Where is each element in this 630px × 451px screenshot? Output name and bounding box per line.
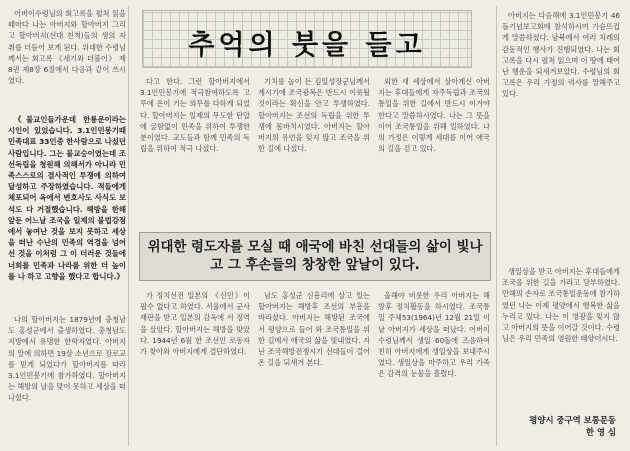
paragraph: 어버이수령님의 회고록을 펼쳐 읽을 때마다 나는 아버지와 할아버지 그리고 할아버지(선대 친척)들의 생의 자취를 더듬어 보게 된다. 위대한 수령님께서는 회고록 《세기와 더불어》 제8권 제8장 6절에서 다음과 같이 쓰시였다. — [8, 9, 126, 86]
author-affiliation: 평양시 중구역 보통문동 — [529, 415, 616, 425]
column-3-top — [258, 76, 370, 226]
paragraph: 올해야 비롯한 우리 아버지는 해방후 정치활동을 하시였다. 조국통일 주체53(1964)년 12월 21일 이 날 아버지가 세상을 떠났다. 어버이수령님께서 생일 60돌에 즈음하여 친히 아버지에게 생일상을 보내주시였다. 생일상을 마주하고 우리 가족은 감격의 눈물을 흘렸다. — [378, 291, 490, 379]
column-2-bottom — [140, 290, 250, 444]
article-title-box — [142, 10, 472, 68]
paragraph: 가 정치선전 일본의 《신민》이 필수 없다고 하였다. 서울에서 군사재판을 받고 일본의 감옥에 서 징역을 살았다. 할아버지는 해방을 맞았다. 1944년 6월 한 조선인 로동자가 찾아와 아버지에게 결단하였다. — [140, 291, 250, 357]
paragraph: 남도 홍성군 신흥리에 살고 있는 할아버지는 해방후 조선의 부흥을 바라셨다. 아버지는 해방된 조국에서 평양으로 들어 와 조국통일을 위한 길에서 애국의 삶을 빛내였다. 지난 조국해방전쟁시기 선대들이 걸어온 길을 되새겨 본다. — [258, 291, 370, 368]
author-name: 한 영 심 — [585, 427, 616, 437]
column-1-top — [8, 8, 126, 110]
column-2-top — [140, 76, 250, 226]
column-divider — [496, 6, 497, 446]
column-3-bottom — [258, 290, 370, 444]
column-5-top — [502, 10, 620, 260]
headline-box — [139, 232, 491, 281]
column-5-bottom — [502, 266, 620, 410]
paragraph: 다고 한다. 그런 할아버지에서 3.1인민봉기에 적극참여하도록 고무에 온이 기는 의무를 다하게 되었다. 할아버지는 일제의 무도한 탄압에 굴함없이 민족을 위하여 투쟁한 분이였다. 교도들과 함께 민족의 독립을 위하여 적극 나섰다. — [140, 77, 250, 154]
paragraph: 나의 할아버지는 1879년에 충청남도 홍성군에서 출생하였다. 충청남도 지방에서 유명한 한학자였다. 아버지의 말에 의하면 19살 소년으로 장로교를 믿게 되었다가 할아버지를 따라 3.1인민봉기에 참가하였다. 할아버지는 해방의 날을 맞이 못하고 세상을 떠나셨다. — [8, 315, 126, 403]
quote-block — [8, 114, 126, 310]
author-byline — [529, 414, 616, 438]
paragraph: 아버지는 다음해에 3.1인민봉기 46돌기념보고회에 참석하시여 가슴뜨겁게 말씀하셨다. 남북에서 여러 차례의 감동적인 행사가 진행되였다. 나는 회고록을 다시 펼쳐 읽으며 이 땅에 태여난 행운을 되새겨보았다. 수령님의 회고록은 우리 가정의 력사를 말해주고 있다. — [502, 11, 620, 99]
paragraph: 외한 새 세상에서 살아계신 아버지는 후대들에게 자주독립과 조국의 통일을 위한 길에서 반드시 이겨야 한다고 말씀하시였다. 나는 그 뜻을 이어 조국통일을 위해 일하였다. 나의 가정은 이렇게 세대를 이어 애국의 길을 걷고 있다. — [378, 77, 490, 154]
paragraph: 생일상을 받고 아버지는 후대들에게 조국을 위한 길을 가라고 당부하였다. 만해의 손자로 조국통일운동에 참가하였던 나는 이제 평양에서 행복한 삶을 누리고 있다. 나는 이 영광을 잊지 않고 아버지의 뜻을 이어갈 것이다. 수령님은 우리 민족의 영원한 태양이시다. — [502, 267, 620, 344]
headline: 위대한 령도자를 모실 때 애국에 바친 선대들의 삶이 빛나고 그 후손들의 창창한 앞날이 있다. — [147, 240, 483, 273]
column-4-bottom — [378, 290, 490, 444]
article-title: 추억의 붓을 들고 — [188, 30, 426, 61]
column-1-bottom — [8, 314, 126, 444]
quote-text: 《불교인들가운데 한룡운이라는 시인이 있었습니다. 3.1인민봉기때 민족대표 33인중 한사람으로 나섰던 사람입니다. 그는 불교승이였는데 조선독립을 청원해 의해서가 아니라 민족스스로의 결사적인 투쟁에 의하여 달성하고 주장하였습니다. 적들에게 체포되어 옥에서 변호사도 사식도 보석도 다 거절했습니다. 해방을 한해앞둔 어느날 조국을 일제의 불법강점에서 놓여난 것을 보지 못하고 세상을 떠난 수난의 민족의 역경을 넘어선 것을 이처럼 그 이 더러운 것들에 너희를 민족과 나라를 위한 더 높이를 나 하고 고향을 했다고 합니다.》 — [8, 115, 126, 281]
paragraph: 기치를 높이 든 김일성장군님께서 계시기에 조국광복은 반드시 이룩될 것이라는 확신을 안고 투쟁하였다. 할아버지는 조선의 독립을 위한 투쟁에 몸바치시였다. 아버지는 할아버지의 유언을 잊지 않고 조국을 위한 길에 나섰다. — [258, 77, 370, 154]
column-divider — [128, 6, 129, 446]
column-4-top — [378, 76, 490, 226]
